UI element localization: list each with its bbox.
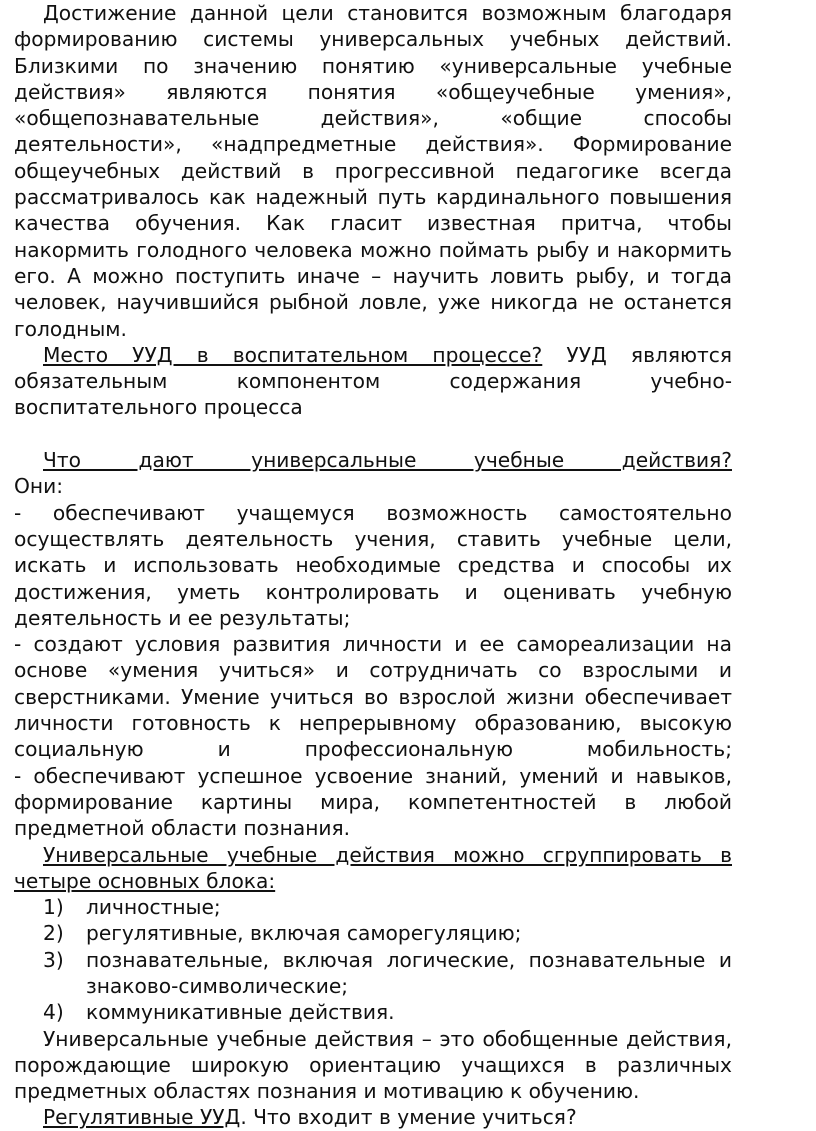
- blank-line: [14, 421, 732, 447]
- list-item: [43, 947, 732, 1000]
- uud-place-paragraph: [14, 342, 732, 421]
- uud-place-question: Место УУД в воспитательном процессе?: [43, 342, 543, 367]
- list-item: [43, 894, 732, 920]
- regulative-question: . Что входит в умение учиться?: [240, 1105, 577, 1130]
- list-item-number: 2): [43, 921, 64, 946]
- list-item: [43, 920, 732, 946]
- uud-place-answer: УУД являются обязательным компонентом содержания учебно- воспитательного процесса: [14, 342, 733, 420]
- benefit-item-3: - обеспечивают успешное усвоение знаний, умений и навыков, формирование картины мира, компетентностей в любой предметной области познания.: [14, 763, 732, 841]
- list-item-number: 4): [43, 1000, 64, 1025]
- groups-list: [43, 894, 732, 1025]
- definition-paragraph: Универсальные учебные действия – это обобщенные действия, порождающие широкую ориентацию учащихся в различных предметных областях познания и мотивацию к обучению.: [14, 1026, 732, 1104]
- list-item-text: познавательные, включая логические, познавательные и знаково-символические;: [86, 947, 732, 998]
- list-item-text: личностные;: [86, 895, 221, 920]
- list-item-text: коммуникативные действия.: [86, 1000, 395, 1025]
- benefits-question-paragraph: [14, 447, 732, 473]
- benefit-item-1: - обеспечивают учащемуся возможность самостоятельно осуществлять деятельность учения, ставить учебные цели, искать и использовать необходимые средства и способы их достижения, уметь контролировать и оценивать учебную деятельность и ее результаты;: [14, 500, 732, 630]
- groups-heading: Универсальные учебные действия можно сгруппировать в четыре основных блока:: [14, 842, 732, 893]
- list-item-number: 3): [43, 947, 64, 972]
- list-item-number: 1): [43, 895, 64, 920]
- document-page: [14, 0, 732, 1131]
- regulative-paragraph: [14, 1104, 732, 1130]
- groups-heading-paragraph: [14, 842, 732, 895]
- intro-paragraph: Достижение данной цели становится возможным благодаря формированию системы универсальных учебных действий. Близкими по значению понятию «универсальные учебные действия» являются понятия «общеучебные умения», «общепознавательные действия», «общие способы деятельности», «надпредметные действия». Формирование общеучебных действий в прогрессивной педагогике всегда рассматривалось как надежный путь кардинального повышения качества обучения. Как гласит известная притча, чтобы накормить голодного человека можно поймать рыбу и накормить его. А можно поступить иначе – научить ловить рыбу, и тогда человек, научившийся рыбной ловле, уже никогда не останется голодным.: [14, 1, 732, 341]
- list-item-text: регулятивные, включая саморегуляцию;: [86, 921, 522, 946]
- benefits-question: Что дают универсальные учебные действия?: [43, 448, 732, 473]
- list-item: [43, 999, 732, 1025]
- they-label: Они:: [14, 474, 64, 499]
- regulative-title: Регулятивные УУД: [43, 1105, 241, 1130]
- benefit-item-2: - создают условия развития личности и ее самореализации на основе «умения учиться» и сотрудничать со взрослыми и сверстниками. Умение учиться во взрослой жизни обеспечивает личности готовность к непрерывному образованию, высокую социальную и профессиональную мобильность;: [14, 632, 732, 762]
